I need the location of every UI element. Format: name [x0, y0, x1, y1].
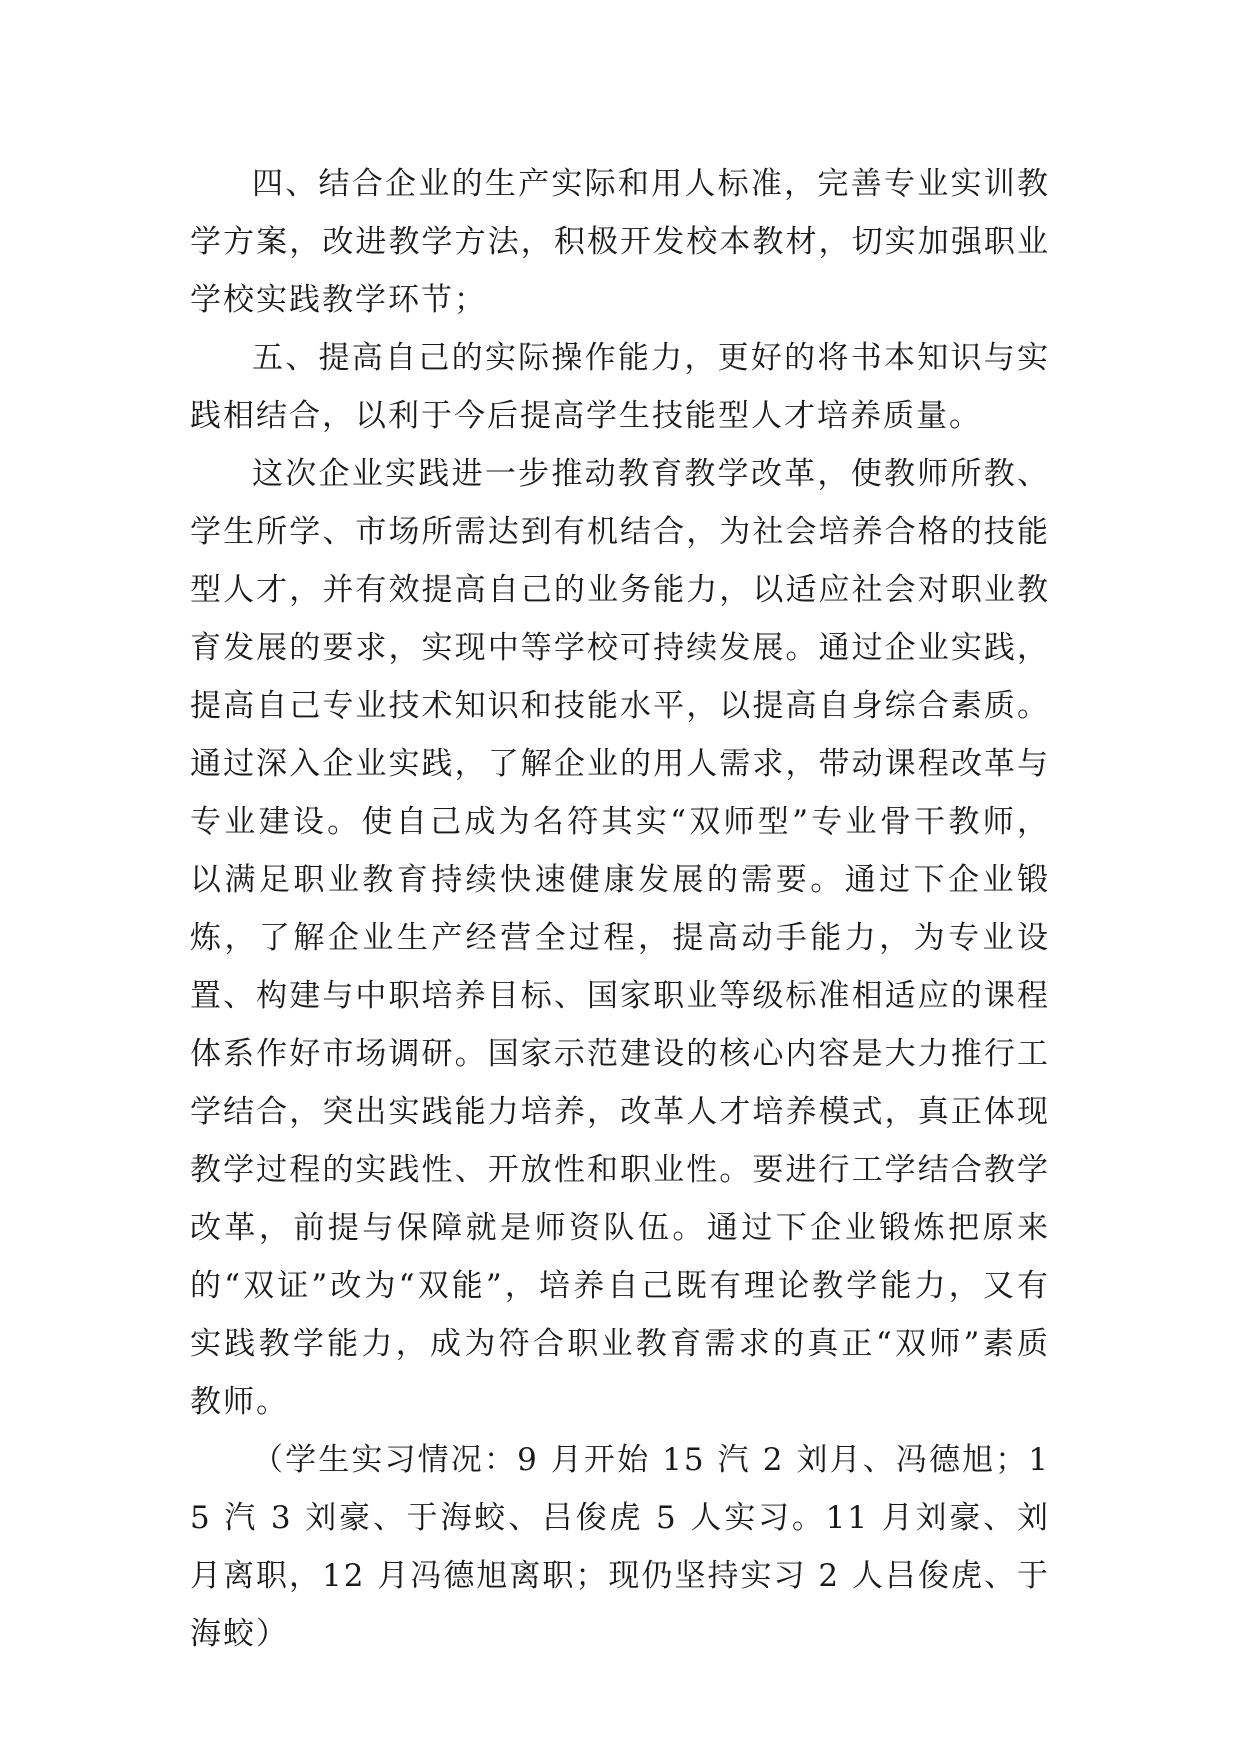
paragraph-summary: 这次企业实践进一步推动教育教学改革，使教师所教、学生所学、市场所需达到有机结合，为社会培养合格的技能型人才，并有效提高自己的业务能力，以适应社会对职业教育发展的要求，实现中等学校可持续发展。通过企业实践，提高自己专业技术知识和技能水平，以提高自身综合素质。通过深入企业实践，了解企业的用人需求，带动课程改革与专业建设。使自己成为名符其实“双师型”专业骨干教师，以满足职业教育持续快速健康发展的需要。通过下企业锻炼，了解企业生产经营全过程，提高动手能力，为专业设置、构建与中职培养目标、国家职业等级标准相适应的课程体系作好市场调研。国家示范建设的核心内容是大力推行工学结合，突出实践能力培养，改革人才培养模式，真正体现教学过程的实践性、开放性和职业性。要进行工学结合教学改革，前提与保障就是师资队伍。通过下企业锻炼把原来的“双证”改为“双能”，培养自己既有理论教学能力，又有实践教学能力，成为符合职业教育需求的真正“双师”素质教师。	[190, 456, 1050, 1420]
document-body	[190, 155, 1050, 1663]
paragraph-student-internship-note: （学生实习情况：9 月开始 15 汽 2 刘月、冯德旭；15 汽 3 刘豪、于海蛟、吕俊虎 5 人实习。11 月刘豪、刘月离职，12 月冯德旭离职；现仍坚持实习 2 人吕俊虎、于海蛟）	[190, 1442, 1050, 1652]
paragraph-item-four: 四、结合企业的生产实际和用人标准，完善专业实训教学方案，改进教学方法，积极开发校本教材，切实加强职业学校实践教学环节；	[190, 166, 1050, 318]
paragraph-item-five: 五、提高自己的实际操作能力，更好的将书本知识与实践相结合，以利于今后提高学生技能型人才培养质量。	[190, 340, 1050, 434]
